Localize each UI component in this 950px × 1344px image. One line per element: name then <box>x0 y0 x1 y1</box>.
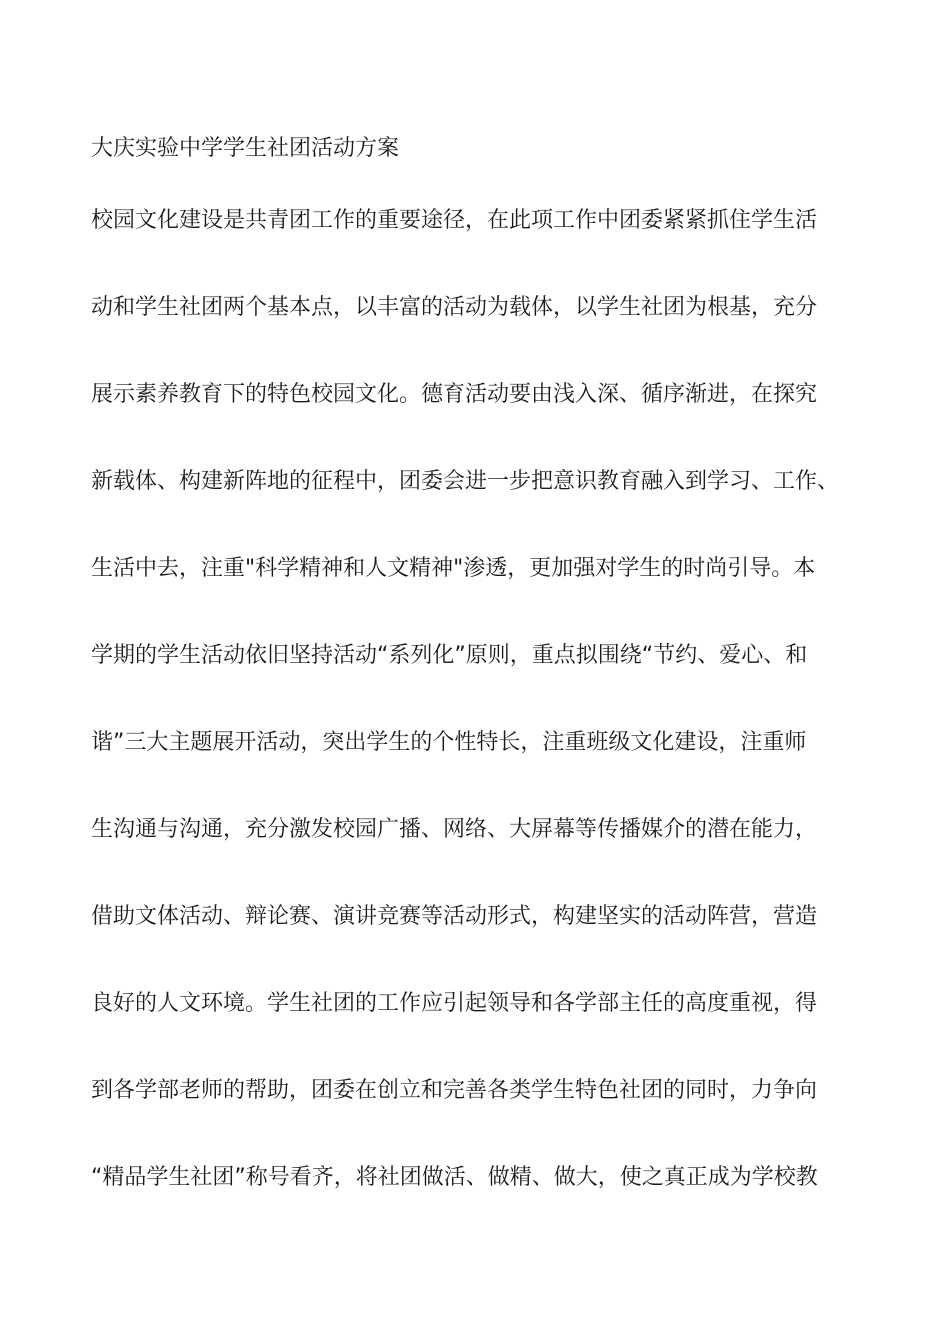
paragraph-line: “精品学生社团”称号看齐，将社团做活、做精、做大，使之真正成为学校教 <box>91 1165 818 1190</box>
paragraph-line: 良好的人文环境。学生社团的工作应引起领导和各学部主任的高度重视，得 <box>91 991 818 1016</box>
paragraph-line: 借助文体活动、辩论赛、演讲竞赛等活动形式，构建坚实的活动阵营，营造 <box>91 904 818 929</box>
paragraph-line: 校园文化建设是共青团工作的重要途径，在此项工作中团委紧紧抓住学生活 <box>91 208 818 233</box>
paragraph-line: 动和学生社团两个基本点，以丰富的活动为载体，以学生社团为根基，充分 <box>91 295 818 320</box>
paragraph-line: 生沟通与沟通，充分激发校园广播、网络、大屏幕等传播媒介的潜在能力， <box>91 817 818 842</box>
paragraph-line: 生活中去，注重"科学精神和人文精神"渗透，更加强对学生的时尚引导。本 <box>91 556 816 581</box>
paragraph-line: 新载体、构建新阵地的征程中，团委会进一步把意识教育融入到学习、工作、 <box>91 469 840 494</box>
document-title: 大庆实验中学学生社团活动方案 <box>91 136 400 161</box>
paragraph-line: 谐”三大主题展开活动，突出学生的个性特长，注重班级文化建设，注重师 <box>91 730 807 755</box>
paragraph-line: 学期的学生活动依旧坚持活动“系列化”原则，重点拟围绕“节约、爱心、和 <box>91 643 808 668</box>
paragraph-line: 展示素养教育下的特色校园文化。德育活动要由浅入深、循序渐进，在探究 <box>91 382 818 407</box>
paragraph-line: 到各学部老师的帮助，团委在创立和完善各类学生特色社团的同时，力争向 <box>91 1078 818 1103</box>
